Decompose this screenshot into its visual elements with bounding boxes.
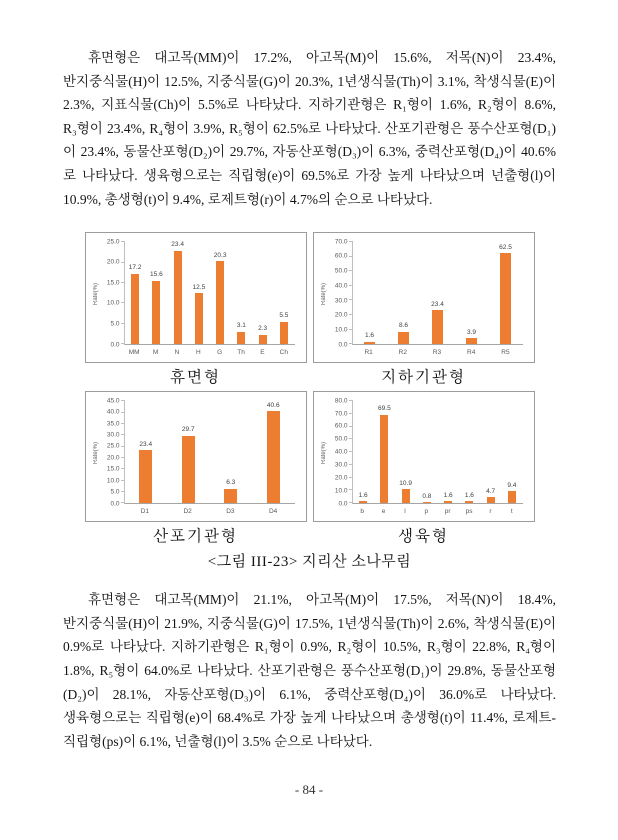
bar [423,502,431,503]
y-axis-label: Rate(%) [320,441,327,464]
bar-value-label: 23.4 [139,440,153,448]
bar [280,322,288,344]
bar-value-label: 3.9 [466,328,477,336]
x-tick-label: l [404,508,406,516]
bar-slot [438,401,459,503]
y-tick-label: 25.0 [106,442,120,450]
bar-slot [353,401,374,503]
paragraph-1: 휴면형은 대고목(MM)이 17.2%, 아고목(M)이 15.6%, 저목(N)이 23.4%, 반지중식물(H)이 12.5%, 지중식물(G)이 20.3%, 1년생식물(Th)이 3.1%, 착생식물(E)이 2.3%, 지표식물(Ch)이 5.5%로 나타났다. 지하기관형은 R₁형이 1.6%, R₂형이 8.6%, R₃형이 23.4%, R₄형이 3.9%, R₅형이 62.5%로 나타났다. 산포기관형은 풍수산포형(D₁)이 23.4%, 동물산포형(D₂)이 29.7%, 자동산포형(D₃)이 6.3%, 중력산포형(D₄)이 40.6%로 나타났다. 생육형으로는 직립형(e)이 69.5%로 가장 높게 나타났으며 넌출형(l)이 10.9%, 총생형(t)이 9.4%, 로제트형(r)이 4.7%의 순으로 나타났다. [63,50,556,207]
chart-inner [319,396,523,517]
y-tick-label: 15.0 [106,465,120,473]
x-tick-label: e [381,508,386,516]
chart-underground-organ-type [313,232,535,363]
y-tick-label: 10.0 [334,326,348,334]
chart-inner [91,237,295,358]
y-tick-label: 10.0 [334,487,348,495]
x-tick-label: R1 [364,349,373,357]
paragraph-2: 휴면형은 대고목(MM)이 21.1%, 아고목(M)이 17.5%, 저목(N)이 18.4%, 반지중식물(H)이 21.9%, 지중식물(G)이 17.5%, 1년생식물(Th)이 2.6%, 착생식물(E)이 0.9%로 나타났다. 지하기관형은 R₁형이 0.9%, R₂형이 10.5%, R₃형이 22.8%, R₄형이 1.8%, R₅형이 64.0%로 나타났다. 산포기관형은 풍수산포형(D₁)이 29.8%, 동물산포형(D₂)이 28.1%, 자동산포형(D₃)이 6.1%, 중력산포형(D₄)이 36.0%로 나타났다. 생육형으로는 직립형(e)이 68.4%로 가장 높게 나타났으며 총생형(t)이 11.4%, 로제트-직립형(ps)이 6.1%, 넌출형(l)이 3.5% 순으로 나타났다. [63,592,556,749]
y-tick-label: 50.0 [334,435,348,443]
chart-grid [85,232,535,548]
x-tick-label: p [424,508,429,516]
bar-slot [374,401,395,503]
chart-title-underground-organ: 지하기관형 [381,369,466,387]
bar-value-label: 1.6 [443,491,453,499]
bar [444,501,452,503]
y-axis-label: Rate(%) [92,441,99,464]
x-tick-label: MM [128,349,140,357]
chart-cell-dormancy [85,232,307,389]
x-tick-label: Ch [279,349,288,357]
bar-value-label: 6.3 [226,479,236,487]
x-tick-label: ps [465,508,473,516]
bar-slot [167,401,210,503]
plot-area [124,242,295,345]
plot-area [352,242,523,345]
x-tick-label: r [489,508,492,516]
bar-value-label: 29.7 [181,426,195,434]
bar-slot [210,242,231,344]
chart-title-dormancy: 휴면형 [170,369,221,387]
y-tick-label: 70.0 [334,409,348,417]
bar-slot [416,401,437,503]
bar [224,489,237,503]
bar-slot [231,242,252,344]
y-tick-label: 60.0 [334,252,348,260]
y-tick-label: 25.0 [106,237,120,245]
y-tick-label: 0.0 [110,499,120,507]
bar-value-label: 10.9 [399,479,412,487]
bar-slot [387,242,421,344]
bar-value-label: 8.6 [398,322,409,330]
y-axis [101,237,124,348]
chart-cell-dispersal-organ [85,391,307,548]
bar-slot [395,401,416,503]
chart-title-dispersal-organ: 산포기관형 [153,528,238,546]
bar-value-label: 5.5 [279,312,289,320]
x-tick-label: b [360,508,364,516]
x-axis [352,345,523,358]
x-tick-label: M [152,349,159,357]
y-axis-label: Rate(%) [320,282,327,305]
bar-slot [273,242,294,344]
y-tick-label: 0.0 [338,499,348,507]
bar [465,501,473,503]
bar-slot [210,401,253,503]
x-tick-label: R5 [501,349,510,357]
y-tick-label: 50.0 [334,267,348,275]
bar-value-label: 23.4 [171,241,184,249]
chart-inner [319,237,523,358]
x-tick-label: G [217,349,223,357]
bar-value-label: 20.3 [213,251,227,259]
y-tick-label: 40.0 [334,282,348,290]
y-tick-label: 20.0 [334,311,348,319]
bar-value-label: 1.6 [358,491,368,499]
bar-value-label: 0.8 [422,492,432,500]
y-axis [329,237,352,348]
x-tick-label: D1 [140,508,150,516]
y-tick-label: 10.0 [106,299,120,307]
bar-slot [252,242,273,344]
bar-slot [489,242,523,344]
bar [174,251,182,345]
chart-dormancy-type [85,232,307,363]
chart-cell-growth-form [313,391,535,548]
x-tick-label: pr [444,508,451,516]
y-tick-label: 5.0 [110,488,120,496]
bar [402,489,410,503]
x-tick-label: D3 [226,508,235,516]
y-tick-label: 15.0 [106,279,120,287]
page-number: - 84 - [294,782,324,797]
bar [182,436,195,503]
bar [131,274,139,344]
bar [364,342,376,344]
bar-slot [501,401,522,503]
bar [466,338,478,344]
bar-value-label: 2.3 [258,325,268,333]
chart-growth-form-type [313,391,535,522]
x-axis [124,504,295,517]
x-tick-label: R3 [432,349,442,357]
bar [432,310,444,344]
plot-area [352,401,523,504]
bar [500,253,512,344]
x-tick-label: t [510,508,513,516]
x-axis [124,345,295,358]
y-tick-label: 0.0 [110,340,120,348]
bar-value-label: 1.6 [464,491,474,499]
bar-slot [480,401,501,503]
bar-value-label: 9.4 [507,481,517,489]
bar-value-label: 12.5 [192,283,206,291]
y-tick-label: 60.0 [334,422,348,430]
bar [359,501,367,503]
bar-slot [252,401,295,503]
plot-area [124,401,295,504]
chart-title-growth-form: 생육형 [398,528,449,546]
x-tick-label: R2 [398,349,407,357]
bar-slot [125,401,168,503]
y-tick-label: 5.0 [110,320,120,328]
y-tick-label: 20.0 [106,454,120,462]
y-tick-label: 10.0 [106,477,120,485]
y-tick-label: 20.0 [334,474,348,482]
y-tick-label: 30.0 [334,461,348,469]
y-tick-label: 70.0 [334,237,348,245]
bar [508,491,516,503]
bar [259,335,267,344]
bar [139,450,152,503]
bar [398,332,410,345]
bar-slot [167,242,188,344]
bar-slot [188,242,209,344]
x-tick-label: D4 [268,508,278,516]
bar [152,281,160,345]
x-axis [352,504,523,517]
x-tick-label: Th [237,349,245,357]
y-tick-label: 40.0 [334,448,348,456]
y-tick-label: 40.0 [106,408,120,416]
bar-value-label: 4.7 [486,487,496,495]
figure-iii-23 [85,232,535,571]
bar [380,415,388,504]
bar [216,261,224,344]
bar-value-label: 15.6 [150,271,163,279]
y-tick-label: 0.0 [338,340,348,348]
chart-dispersal-organ-type [85,391,307,522]
bar [237,332,245,345]
bar-slot [353,242,387,344]
chart-inner [91,396,295,517]
bar-value-label: 17.2 [128,264,142,272]
bar-value-label: 40.6 [266,401,280,409]
chart-cell-underground-organ [313,232,535,389]
bar [487,497,495,503]
bar-slot [146,242,167,344]
y-tick-label: 30.0 [106,431,120,439]
x-tick-label: E [260,349,265,357]
y-axis [101,396,124,507]
y-tick-label: 20.0 [106,258,120,266]
bar [195,293,203,344]
x-tick-label: R4 [467,349,476,357]
bar-value-label: 3.1 [236,322,246,330]
bar-value-label: 62.5 [499,243,512,251]
x-tick-label: N [174,349,180,357]
figure-caption: <그림 III-23> 지리산 소나무림 [207,554,412,571]
x-tick-label: H [195,349,201,357]
bar-slot [125,242,146,344]
bar-value-label: 69.5 [378,405,391,413]
bar [267,411,280,503]
bar-value-label: 1.6 [364,332,375,340]
y-axis-label: Rate(%) [92,282,99,305]
bar-value-label: 23.4 [431,300,444,308]
y-tick-label: 80.0 [334,396,348,404]
bar-slot [455,242,489,344]
y-tick-label: 45.0 [106,396,120,404]
y-tick-label: 30.0 [334,296,348,304]
y-tick-label: 35.0 [106,419,120,427]
bar-slot [421,242,455,344]
bar-slot [459,401,480,503]
x-tick-label: D2 [183,508,192,516]
